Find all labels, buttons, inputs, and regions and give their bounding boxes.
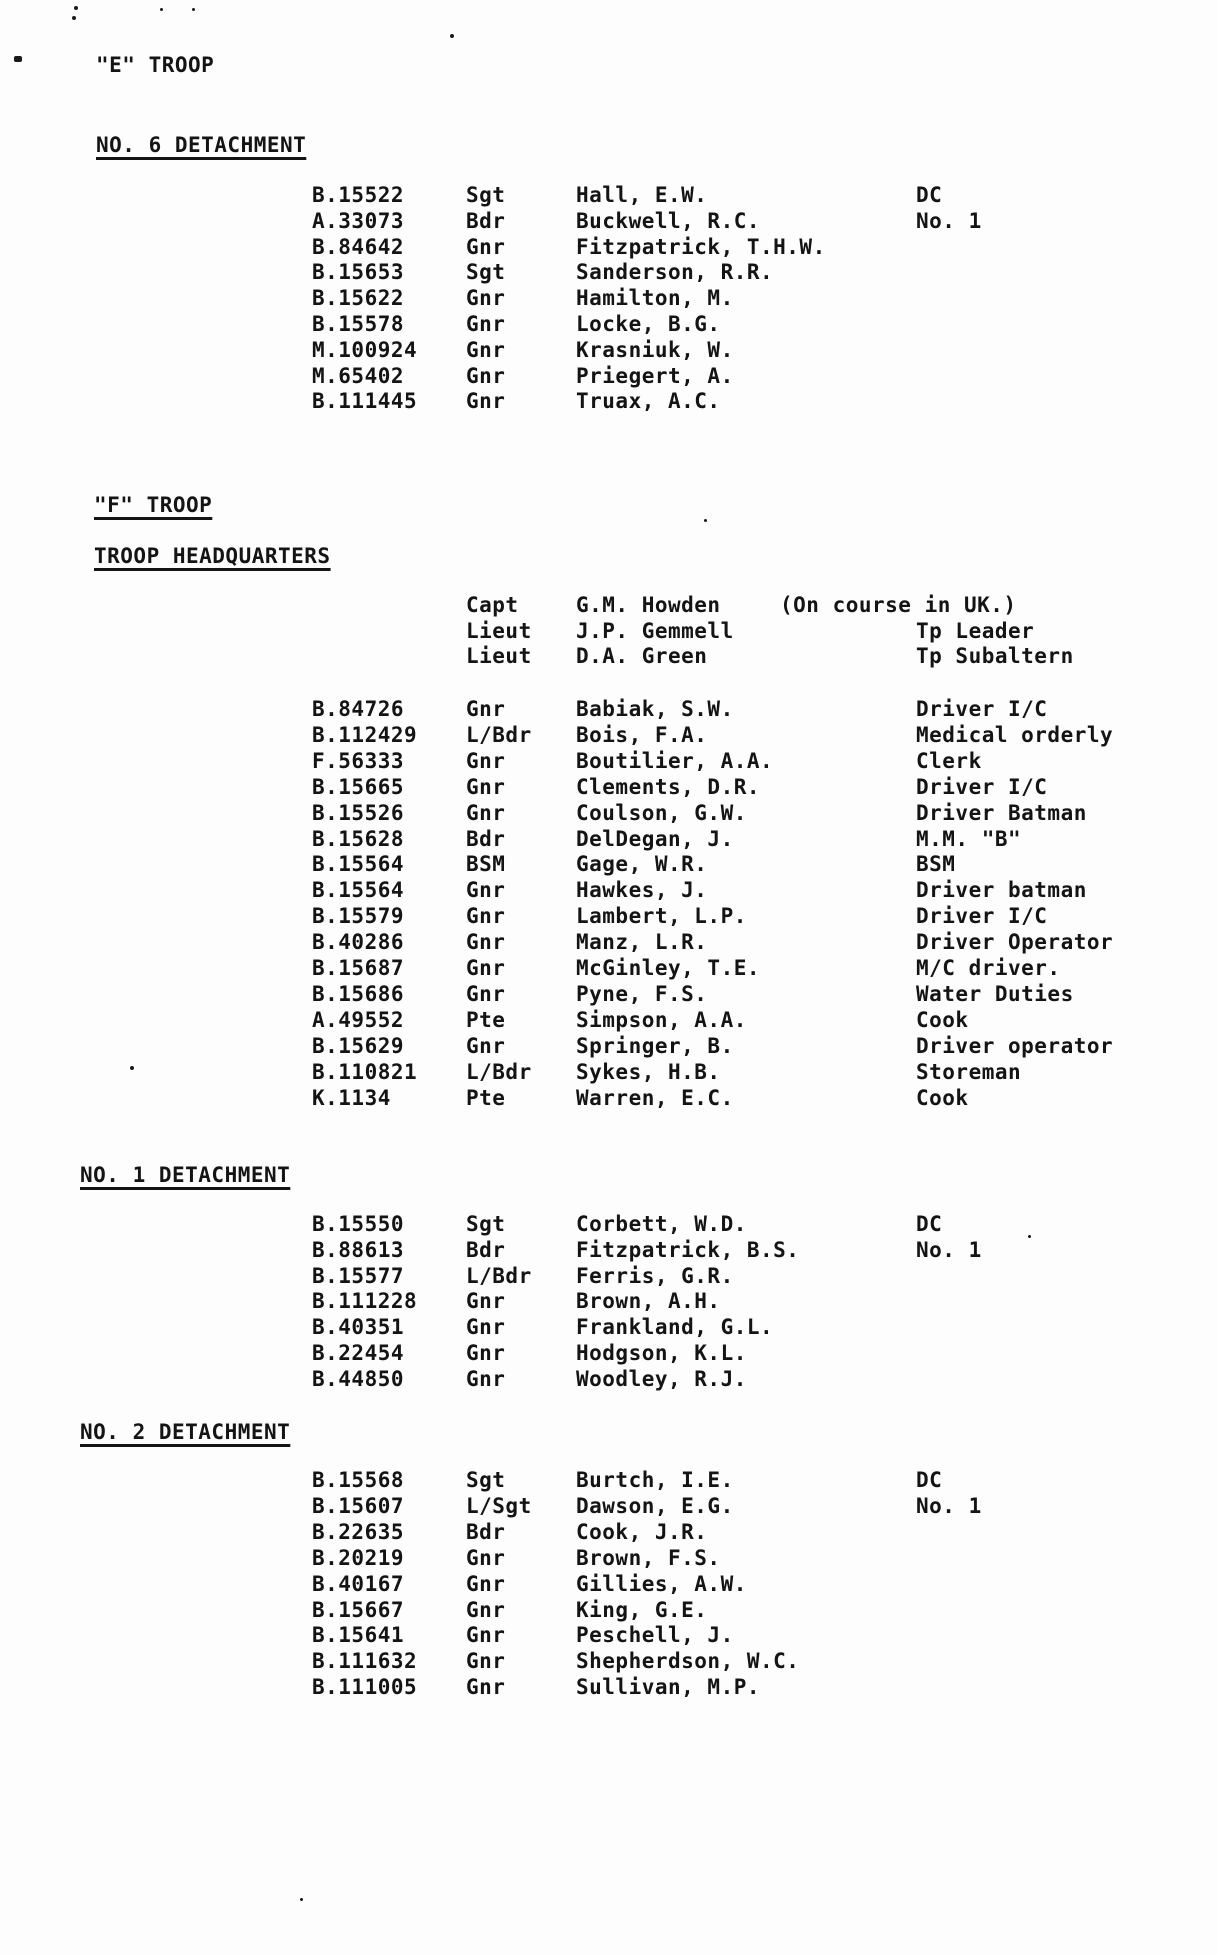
service-number: A.49552 xyxy=(312,1007,405,1032)
appointment: Storeman xyxy=(916,1059,1022,1084)
table-row xyxy=(0,981,1217,1007)
service-number: B.15607 xyxy=(312,1493,405,1518)
rank: Sgt xyxy=(466,260,506,285)
rank: Gnr xyxy=(466,1315,506,1340)
service-number: B.15568 xyxy=(312,1468,405,1492)
rank: Gnr xyxy=(466,1545,506,1570)
service-number: B.15550 xyxy=(312,1212,405,1236)
speck-mark xyxy=(450,34,454,38)
appointment: No. 1 xyxy=(916,1493,982,1518)
appointment: M/C driver. xyxy=(916,956,1061,980)
appointment: Tp Subaltern xyxy=(916,644,1074,668)
table-row xyxy=(0,1007,1217,1033)
table-row xyxy=(0,1545,1217,1571)
appointment: M.M. "B" xyxy=(916,826,1022,851)
appointment: (On course in UK.) xyxy=(780,593,1017,617)
service-number: B.15577 xyxy=(312,1263,405,1288)
table-row xyxy=(0,1571,1217,1597)
table-row xyxy=(0,851,1217,877)
table-row xyxy=(0,1467,1217,1493)
member-name: Corbett, W.D. xyxy=(576,1212,747,1236)
service-number: M.65402 xyxy=(312,363,405,388)
appointment: Tp Leader xyxy=(916,618,1035,643)
member-name: Springer, B. xyxy=(576,1033,734,1058)
member-name: Dawson, E.G. xyxy=(576,1493,734,1518)
table-row xyxy=(0,208,1217,234)
rank: Pte xyxy=(466,1007,506,1032)
appointment: DC xyxy=(916,1212,943,1236)
member-name: Frankland, G.L. xyxy=(576,1315,774,1340)
service-number: B.15522 xyxy=(312,183,405,207)
rank: Bdr xyxy=(466,208,506,233)
service-number: B.15526 xyxy=(312,800,405,825)
appointment: Water Duties xyxy=(916,981,1074,1006)
table-row xyxy=(0,1622,1217,1648)
rank: Gnr xyxy=(466,904,506,929)
member-name: G.M. Howden xyxy=(576,593,721,617)
member-name: King, G.E. xyxy=(576,1597,708,1622)
member-name: Fitzpatrick, B.S. xyxy=(576,1237,800,1262)
member-name: Bois, F.A. xyxy=(576,722,708,747)
table-row xyxy=(0,877,1217,903)
table-row xyxy=(0,1237,1217,1263)
table-row xyxy=(0,1085,1217,1111)
rank: BSM xyxy=(466,852,506,877)
table-row xyxy=(0,774,1217,800)
speck-mark xyxy=(72,16,76,20)
table-row xyxy=(0,618,1217,644)
table-row xyxy=(0,388,1217,414)
appointment: Clerk xyxy=(916,748,982,773)
table-row xyxy=(0,1493,1217,1519)
table-row xyxy=(0,1366,1217,1392)
e-troop-detachment-6-heading: NO. 6 DETACHMENT xyxy=(96,133,307,157)
member-name: Hamilton, M. xyxy=(576,286,734,311)
member-name: McGinley, T.E. xyxy=(576,956,761,980)
service-number: B.15578 xyxy=(312,312,405,336)
rank: Gnr xyxy=(466,697,506,721)
member-name: Hawkes, J. xyxy=(576,878,708,903)
table-row xyxy=(0,748,1217,774)
appointment: Driver batman xyxy=(916,878,1087,903)
service-number: B.22454 xyxy=(312,1341,405,1365)
member-name: Warren, E.C. xyxy=(576,1085,734,1110)
member-name: Priegert, A. xyxy=(576,363,734,388)
member-name: Brown, A.H. xyxy=(576,1289,721,1314)
service-number: B.15667 xyxy=(312,1597,405,1622)
service-number: B.111005 xyxy=(312,1675,418,1700)
member-name: Peschell, J. xyxy=(576,1623,734,1648)
rank: Gnr xyxy=(466,234,506,259)
service-number: B.15665 xyxy=(312,774,405,799)
rank: Bdr xyxy=(466,826,506,851)
table-row xyxy=(0,337,1217,363)
table-row xyxy=(0,1314,1217,1340)
appointment: Driver operator xyxy=(916,1033,1114,1058)
service-number: B.44850 xyxy=(312,1366,405,1391)
table-row xyxy=(0,311,1217,337)
member-name: Babiak, S.W. xyxy=(576,697,734,721)
member-name: Locke, B.G. xyxy=(576,312,721,336)
table-row xyxy=(0,182,1217,208)
appointment: Driver Operator xyxy=(916,930,1114,955)
member-name: Gage, W.R. xyxy=(576,852,708,877)
service-number: B.15564 xyxy=(312,852,405,877)
table-row xyxy=(0,1033,1217,1059)
member-name: Clements, D.R. xyxy=(576,774,761,799)
appointment: Cook xyxy=(916,1007,969,1032)
service-number: F.56333 xyxy=(312,748,405,773)
table-row xyxy=(0,592,1217,618)
rank: Gnr xyxy=(466,956,506,980)
service-number: B.84726 xyxy=(312,697,405,721)
rank: Gnr xyxy=(466,1289,506,1314)
member-name: Sullivan, M.P. xyxy=(576,1675,761,1700)
f-troop-title: "F" TROOP xyxy=(94,493,213,517)
service-number: B.110821 xyxy=(312,1059,418,1084)
table-row xyxy=(0,800,1217,826)
appointment: DC xyxy=(916,1468,943,1492)
service-number: B.15579 xyxy=(312,904,405,929)
member-name: Truax, A.C. xyxy=(576,389,721,414)
rank: L/Bdr xyxy=(466,1059,532,1084)
rank: Sgt xyxy=(466,183,506,207)
member-name: Fitzpatrick, T.H.W. xyxy=(576,234,826,259)
member-name: Simpson, A.A. xyxy=(576,1007,747,1032)
speck-mark xyxy=(192,8,195,11)
service-number: B.20219 xyxy=(312,1545,405,1570)
table-row xyxy=(0,1648,1217,1674)
e-troop-title: "E" TROOP xyxy=(96,53,215,77)
service-number: B.84642 xyxy=(312,234,405,259)
rank: Gnr xyxy=(466,286,506,311)
service-number: B.15622 xyxy=(312,286,405,311)
rank: Gnr xyxy=(466,1675,506,1700)
appointment: Cook xyxy=(916,1085,969,1110)
member-name: Woodley, R.J. xyxy=(576,1366,747,1391)
service-number: B.15653 xyxy=(312,260,405,285)
service-number: B.111228 xyxy=(312,1289,418,1314)
rank: L/Sgt xyxy=(466,1493,532,1518)
table-row xyxy=(0,826,1217,852)
rank: Sgt xyxy=(466,1468,506,1492)
table-row xyxy=(0,1059,1217,1085)
member-name: Cook, J.R. xyxy=(576,1519,708,1544)
rank: Capt xyxy=(466,593,519,617)
member-name: Pyne, F.S. xyxy=(576,981,708,1006)
rank: Gnr xyxy=(466,312,506,336)
service-number: B.15641 xyxy=(312,1623,405,1648)
table-row xyxy=(0,1288,1217,1314)
rank: Gnr xyxy=(466,748,506,773)
service-number: K.1134 xyxy=(312,1085,391,1110)
appointment: BSM xyxy=(916,852,956,877)
rank: Bdr xyxy=(466,1519,506,1544)
member-name: Hodgson, K.L. xyxy=(576,1341,747,1365)
member-name: Lambert, L.P. xyxy=(576,904,747,929)
service-number: B.22635 xyxy=(312,1519,405,1544)
table-row xyxy=(0,903,1217,929)
rank: Gnr xyxy=(466,981,506,1006)
member-name: Hall, E.W. xyxy=(576,183,708,207)
table-row xyxy=(0,929,1217,955)
speck-mark xyxy=(300,1898,303,1901)
rank: Gnr xyxy=(466,1597,506,1622)
service-number: B.111632 xyxy=(312,1649,418,1674)
member-name: DelDegan, J. xyxy=(576,826,734,851)
speck-mark xyxy=(704,519,707,522)
service-number: B.88613 xyxy=(312,1237,405,1262)
service-number: B.111445 xyxy=(312,389,418,414)
rank: Gnr xyxy=(466,930,506,955)
table-row xyxy=(0,722,1217,748)
service-number: B.15687 xyxy=(312,956,405,980)
rank: L/Bdr xyxy=(466,1263,532,1288)
member-name: Brown, F.S. xyxy=(576,1545,721,1570)
rank: Lieut xyxy=(466,644,532,668)
table-row xyxy=(0,1340,1217,1366)
rank: Gnr xyxy=(466,774,506,799)
appointment: DC xyxy=(916,183,943,207)
appointment: Driver Batman xyxy=(916,800,1087,825)
rank: Gnr xyxy=(466,1033,506,1058)
appointment: Driver I/C xyxy=(916,774,1048,799)
rank: Bdr xyxy=(466,1237,506,1262)
service-number: B.15628 xyxy=(312,826,405,851)
table-row xyxy=(0,234,1217,260)
rank: Gnr xyxy=(466,1571,506,1596)
appointment: Medical orderly xyxy=(916,722,1114,747)
rank: Gnr xyxy=(466,800,506,825)
rank: Gnr xyxy=(466,1366,506,1391)
table-row xyxy=(0,285,1217,311)
speck-mark xyxy=(14,56,22,62)
rank: Lieut xyxy=(466,618,532,643)
rank: Gnr xyxy=(466,1623,506,1648)
service-number: B.40351 xyxy=(312,1315,405,1340)
table-row xyxy=(0,1211,1217,1237)
member-name: D.A. Green xyxy=(576,644,708,668)
table-row xyxy=(0,1519,1217,1545)
member-name: Buckwell, R.C. xyxy=(576,208,761,233)
service-number: B.112429 xyxy=(312,722,418,747)
member-name: Krasniuk, W. xyxy=(576,337,734,362)
member-name: Burtch, I.E. xyxy=(576,1468,734,1492)
speck-mark xyxy=(160,8,163,11)
member-name: Sykes, H.B. xyxy=(576,1059,721,1084)
member-name: Gillies, A.W. xyxy=(576,1571,747,1596)
rank: L/Bdr xyxy=(466,722,532,747)
table-row xyxy=(0,955,1217,981)
table-row xyxy=(0,1674,1217,1700)
table-row xyxy=(0,1263,1217,1289)
service-number: B.40286 xyxy=(312,930,405,955)
service-number: B.40167 xyxy=(312,1571,405,1596)
member-name: Ferris, G.R. xyxy=(576,1263,734,1288)
member-name: Sanderson, R.R. xyxy=(576,260,774,285)
rank: Gnr xyxy=(466,878,506,903)
rank: Sgt xyxy=(466,1212,506,1236)
appointment: Driver I/C xyxy=(916,904,1048,929)
rank: Pte xyxy=(466,1085,506,1110)
table-row xyxy=(0,643,1217,669)
speck-mark xyxy=(74,6,78,10)
table-row xyxy=(0,259,1217,285)
service-number: M.100924 xyxy=(312,337,418,362)
member-name: Shepherdson, W.C. xyxy=(576,1649,800,1674)
appointment: No. 1 xyxy=(916,208,982,233)
member-name: Manz, L.R. xyxy=(576,930,708,955)
service-number: B.15564 xyxy=(312,878,405,903)
service-number: B.15629 xyxy=(312,1033,405,1058)
member-name: J.P. Gemmell xyxy=(576,618,734,643)
table-row xyxy=(0,1597,1217,1623)
rank: Gnr xyxy=(466,389,506,414)
table-row xyxy=(0,696,1217,722)
f-troop-detachment-1-heading: NO. 1 DETACHMENT xyxy=(80,1163,291,1187)
rank: Gnr xyxy=(466,1649,506,1674)
f-troop-detachment-2-heading: NO. 2 DETACHMENT xyxy=(80,1420,291,1444)
appointment: No. 1 xyxy=(916,1237,982,1262)
rank: Gnr xyxy=(466,363,506,388)
f-troop-hq-heading: TROOP HEADQUARTERS xyxy=(94,544,331,568)
member-name: Coulson, G.W. xyxy=(576,800,747,825)
service-number: A.33073 xyxy=(312,208,405,233)
member-name: Boutilier, A.A. xyxy=(576,748,774,773)
appointment: Driver I/C xyxy=(916,697,1048,721)
table-row xyxy=(0,363,1217,389)
service-number: B.15686 xyxy=(312,981,405,1006)
rank: Gnr xyxy=(466,337,506,362)
rank: Gnr xyxy=(466,1341,506,1365)
